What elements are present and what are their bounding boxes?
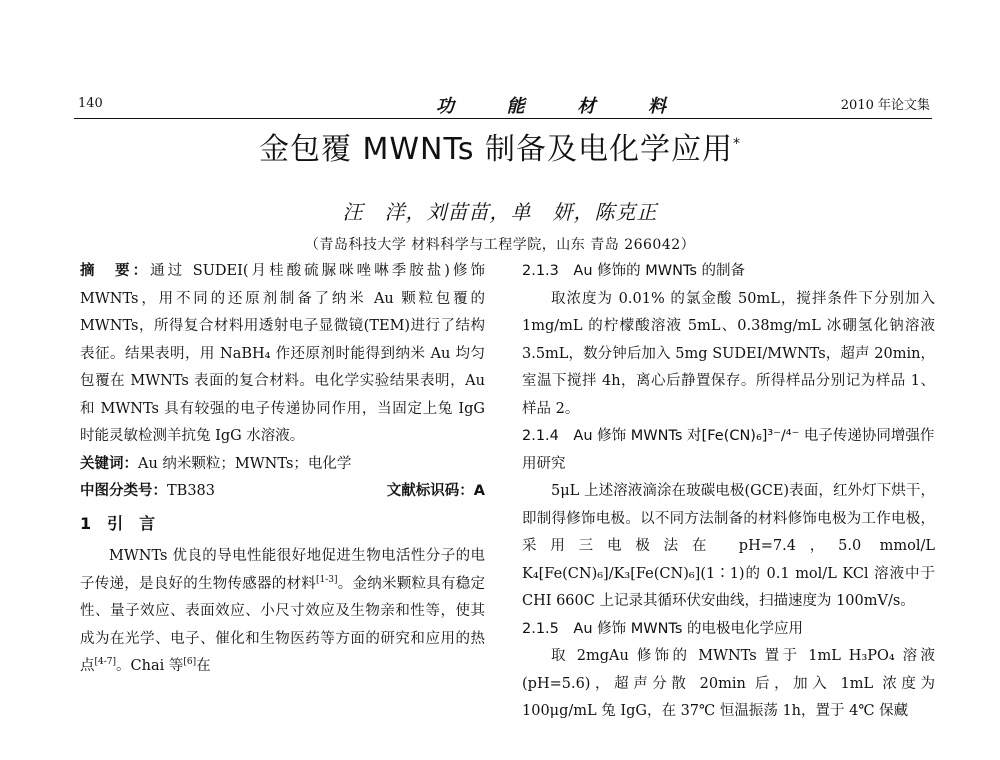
issue-label: 2010 年论文集 [840, 98, 930, 113]
keywords-text: Au 纳米颗粒；MWNTs；电化学 [138, 455, 352, 472]
classification-value: TB383 [167, 483, 216, 499]
abstract-label: 摘 要： [80, 263, 151, 279]
affiliation: （青岛科技大学 材料科学与工程学院，山东 青岛 266042） [304, 237, 696, 253]
journal-name [436, 92, 666, 118]
right-column [522, 258, 935, 726]
journal-char: 能 [506, 96, 525, 117]
keywords [80, 451, 485, 479]
section-2-1-5-heading: 2.1.5 Au 修饰 MWNTs 的电极电化学应用 [522, 620, 804, 637]
keywords-label: 关键词： [80, 455, 138, 472]
abstract [80, 258, 485, 451]
doc-code-value: A [473, 483, 485, 499]
citation: [4-7] [94, 657, 117, 668]
classification-label: 中图分类号： [80, 483, 167, 499]
section-2-1-4-heading: 2.1.4 Au 修饰 MWNTs 对[Fe(CN)₆]³⁻/⁴⁻ 电子传递协同增强作用研究 [522, 428, 935, 472]
paper-title: 金包覆 MWNTs 制备及电化学应用* [258, 132, 742, 167]
citation: [1-3] [316, 574, 338, 585]
left-column [80, 258, 485, 681]
title-footnote-mark: * [733, 136, 742, 152]
section-2-1-4-text: 5μL 上述溶液滴涂在玻碳电极(GCE)表面，红外灯下烘干，即制得修饰电极。以不同方法制备的材料修饰电极为工作电极，采用三电极法在 pH=7.4，5.0 mmol/L K₄[Fe(CN)₆]/K₃[Fe(CN)₆](1∶1)的 0.1 mol/L KCl 溶液中于 CHI 660C 上记录其循环伏安曲线，扫描速度为 100mV/s。 [522, 483, 935, 609]
page-number: 140 [78, 96, 103, 111]
section-2-1-3-heading: 2.1.3 Au 修饰的 MWNTs 的制备 [522, 263, 746, 279]
journal-char: 料 [647, 96, 666, 117]
section-1-heading: 1 引 言 [80, 513, 156, 533]
section-2-1-5-text: 取 2mgAu 修饰的 MWNTs 置于 1mL H₃PO₄ 溶液(pH=5.6)，超声分散 20min 后，加入 1mL 浓度为 100μg/mL 兔 IgG，在 37℃ 恒温振荡 1h，置于 4℃ 保藏 [522, 648, 935, 719]
citation: [6] [183, 657, 197, 668]
header-rule [74, 118, 932, 119]
journal-char: 功 [436, 96, 454, 117]
abstract-text: 通过 SUDEI(月桂酸硫脲咪唑啉季胺盐)修饰 MWNTs，用不同的还原剂制备了纳米 Au 颗粒包覆的 MWNTs，所得复合材料用透射电子显微镜(TEM)进行了结构表征。结果表明，用 NaBH₄ 作还原剂时能得到纳米 Au 均匀包覆在 MWNTs 表面的复合材料。电化学实验结果表明，Au 和 MWNTs 具有较强的电子传递协同作用，当固定上兔 IgG 时能灵敏检测羊抗兔 IgG 水溶液。 [80, 263, 485, 444]
classification-row [80, 478, 485, 506]
authors: 汪 洋，刘苗苗，单 妍，陈克正 [342, 200, 658, 224]
section-2-1-3-text: 取浓度为 0.01% 的氯金酸 50mL，搅拌条件下分别加入 1mg/mL 的柠檬酸溶液 5mL、0.38mg/mL 冰硼氢化钠溶液 3.5mL，数分钟后加入 5mg SUDEI/MWNTs，超声 20min，室温下搅拌 4h，离心后静置保存。所得样品分别记为样品 1、样品 2。 [522, 290, 935, 417]
journal-char: 材 [577, 96, 596, 117]
doc-code-label: 文献标识码： [386, 483, 474, 499]
section-1-paragraph: MWNTs 优良的导电性能很好地促进生物电活性分子的电子传递，是良好的生物传感器的材料[1-3]。金纳米颗粒具有稳定性、量子效应、表面效应、小尺寸效应及生物亲和性等，使其成为在光学、电子、催化和生物医药等方面的研究和应用的热点[4-7]。Chai 等[6]在 [80, 548, 486, 674]
